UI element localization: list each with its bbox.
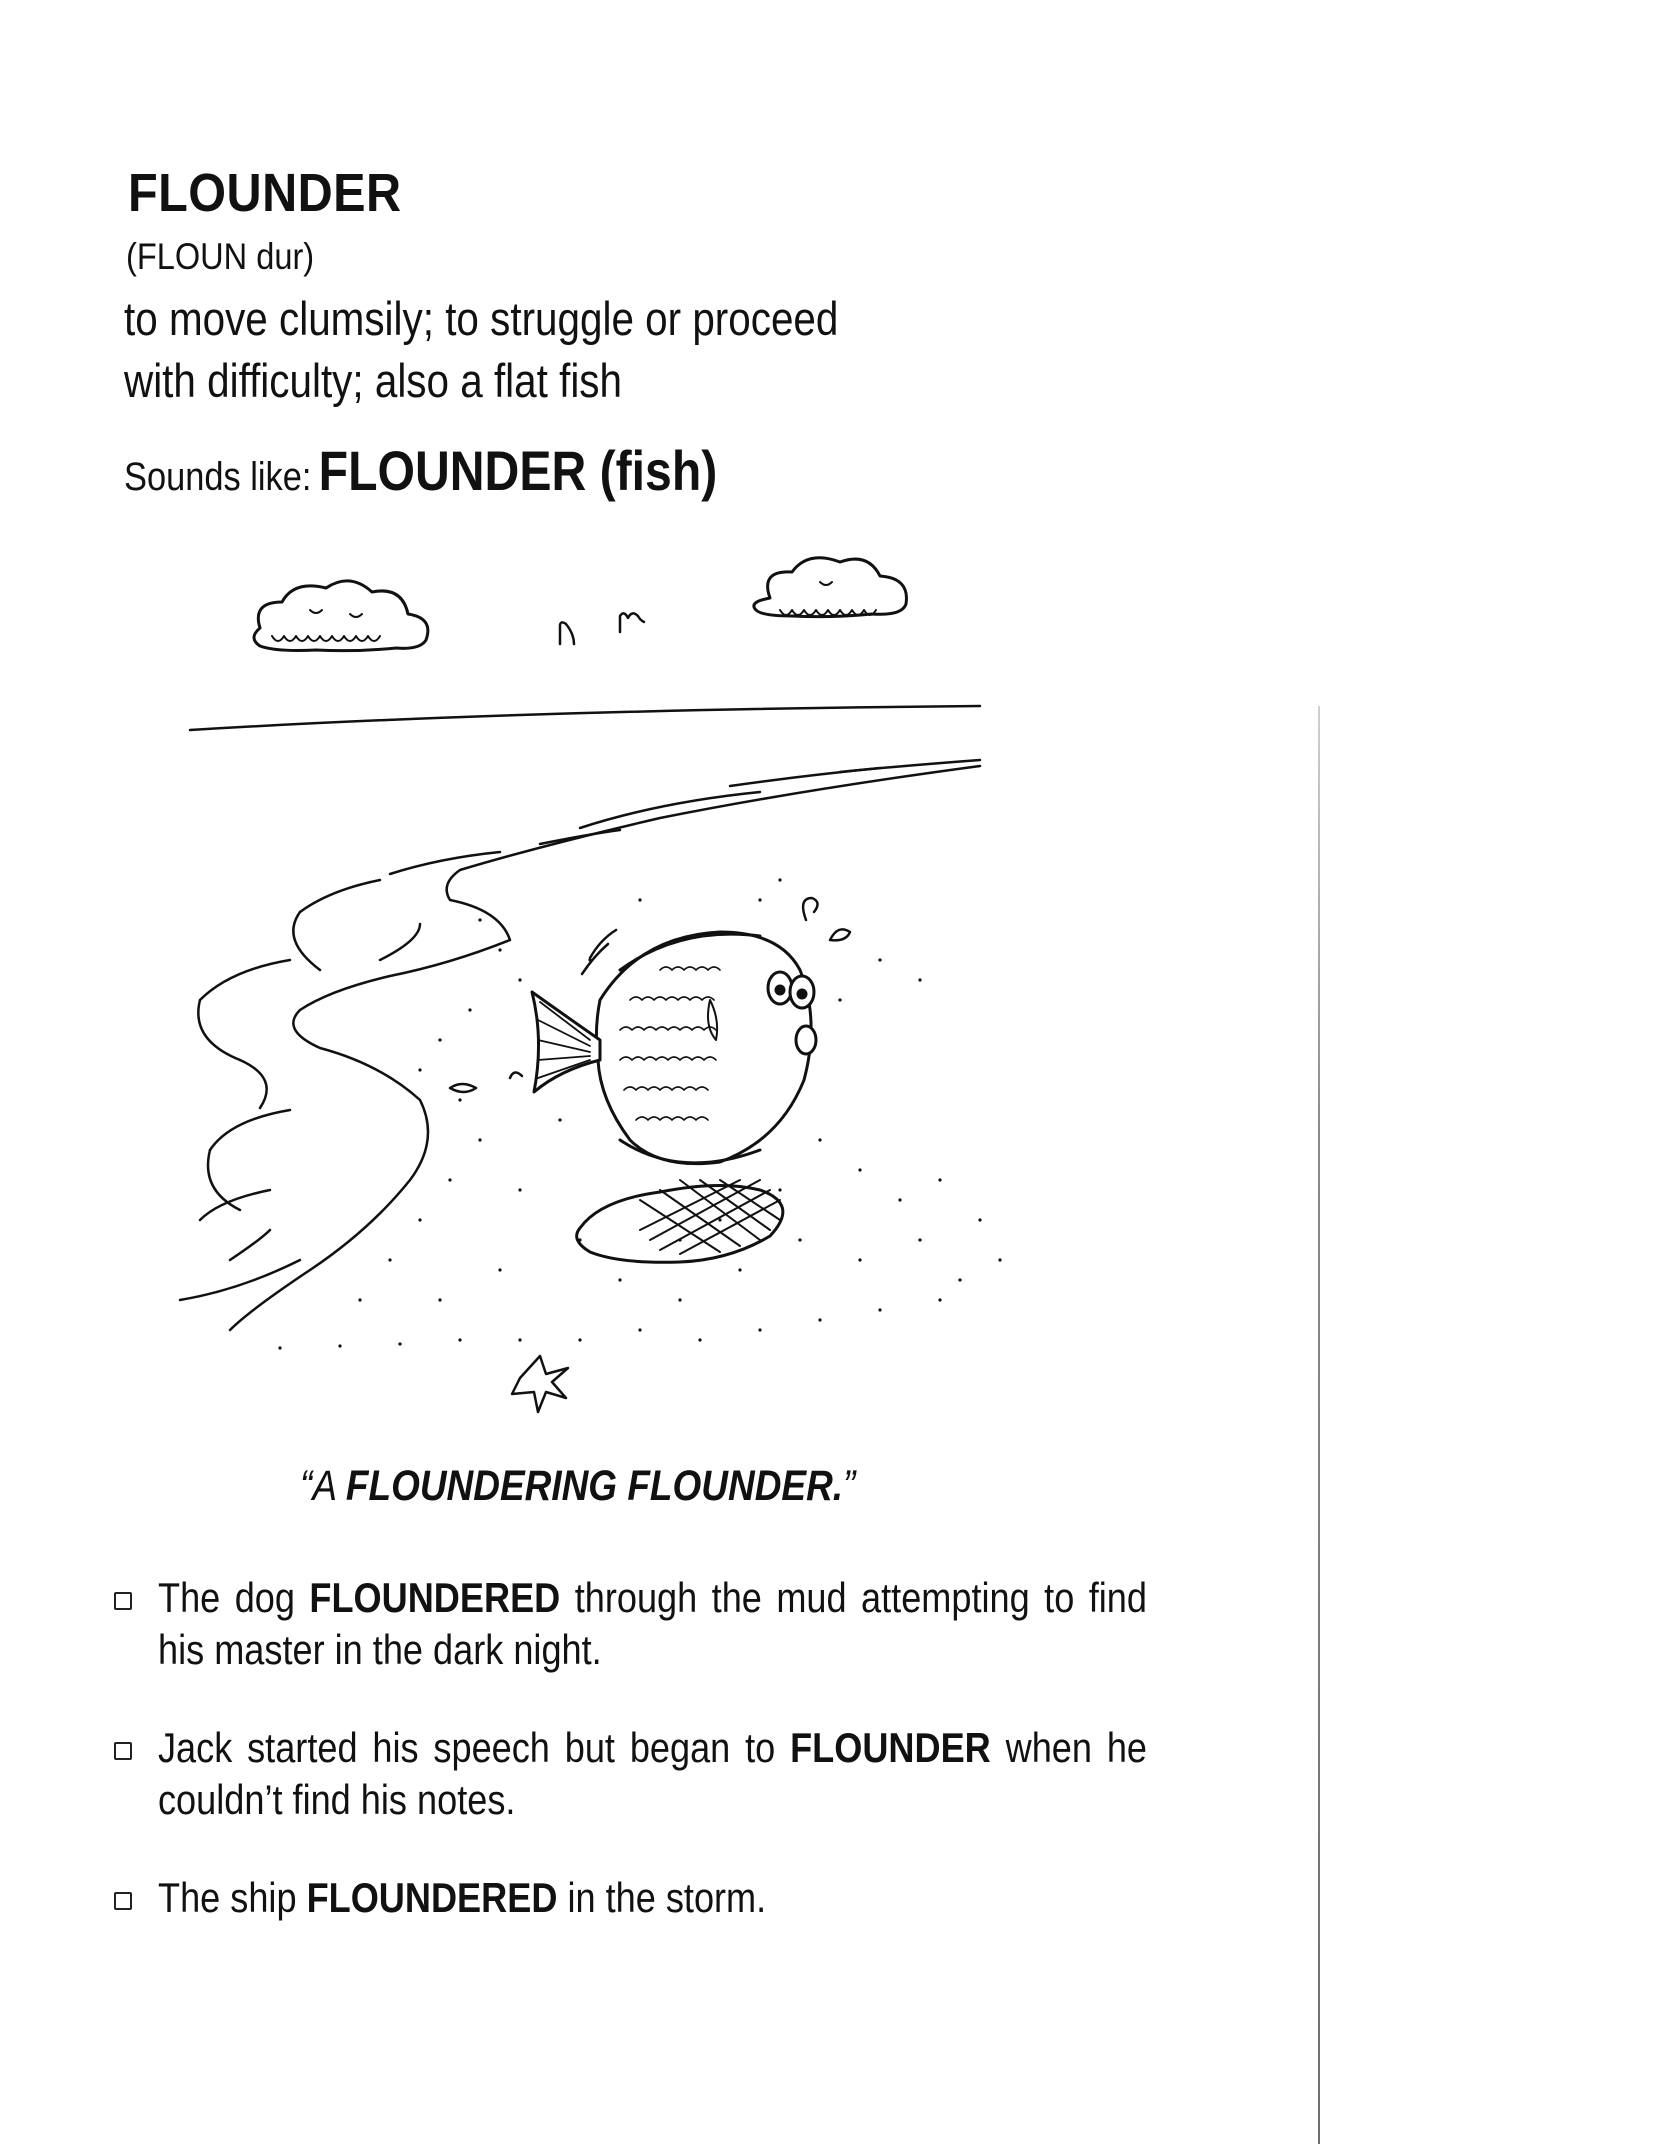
cloud-left-icon	[254, 581, 428, 651]
cloud-right-icon	[754, 558, 907, 617]
list-item	[106, 1872, 1106, 1924]
sounds-like	[124, 438, 717, 503]
flounder-fish-icon	[510, 898, 850, 1164]
example-text: through the mud attempting to find his master in the dark night.	[158, 1574, 1147, 1673]
example-text: The dog	[158, 1574, 310, 1621]
definition-line-1: to move clumsily; to struggle or proceed	[124, 292, 839, 345]
flounder-cartoon-illustration	[120, 540, 1100, 1460]
example-sentence	[158, 1572, 1147, 1676]
example-keyword: FLOUNDERED	[306, 1874, 558, 1921]
list-item	[106, 1722, 1147, 1826]
bird-icon-2	[620, 613, 644, 632]
definition-line-2: with difficulty; also a flat fish	[124, 354, 622, 407]
checkbox-bullet-icon	[114, 1742, 132, 1760]
sounds-like-value: FLOUNDER (fish)	[318, 439, 718, 502]
bird-icon	[560, 622, 574, 644]
fish-shadow	[577, 1180, 783, 1262]
caption-close: ”	[843, 1462, 856, 1510]
example-sentences	[106, 1572, 1147, 1970]
sounds-like-label: Sounds like:	[124, 455, 312, 499]
checkbox-bullet-icon	[114, 1592, 132, 1610]
example-sentence	[158, 1872, 1147, 1924]
vocab-word: FLOUNDER	[128, 163, 402, 223]
example-keyword: FLOUNDER	[790, 1724, 991, 1771]
example-sentence	[158, 1722, 1147, 1826]
example-text: in the storm.	[557, 1874, 767, 1921]
shell-icon	[450, 1084, 476, 1092]
example-text: The ship	[158, 1874, 307, 1921]
checkbox-bullet-icon	[114, 1892, 132, 1910]
example-text: Jack started his speech but began to	[158, 1724, 791, 1771]
caption-open: “A	[300, 1462, 346, 1510]
example-keyword: FLOUNDERED	[309, 1574, 561, 1621]
starfish-icon	[512, 1356, 568, 1412]
horizon-line	[190, 706, 980, 730]
pronunciation: (FLOUN dur)	[126, 236, 315, 277]
definition	[124, 288, 898, 412]
example-text: when he couldn’t find his notes.	[158, 1724, 1147, 1823]
cartoon-caption	[300, 1462, 855, 1511]
scan-margin-line	[1318, 706, 1320, 2144]
list-item	[106, 1572, 1147, 1676]
caption-bold: FLOUNDERING FLOUNDER.	[345, 1462, 844, 1510]
